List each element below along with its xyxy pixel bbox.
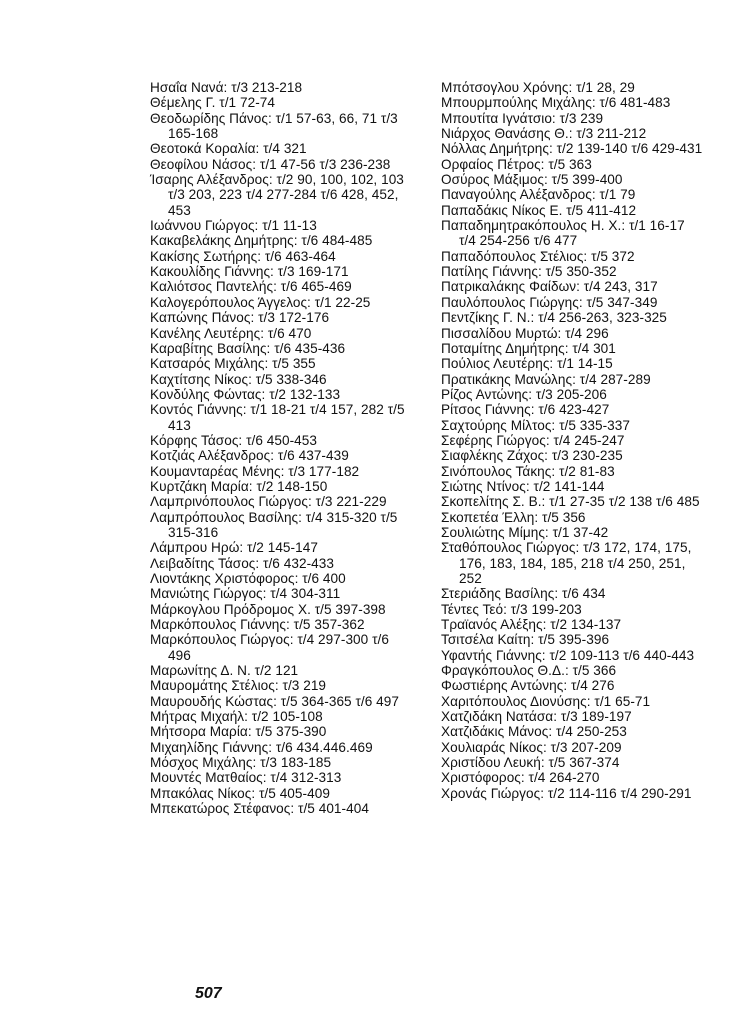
index-entry: Μάρκογλου Πρόδρομος Χ. τ/5 397-398 xyxy=(150,601,386,617)
index-entry: Πισσαλίδου Μυρτώ: τ/4 296 xyxy=(441,325,609,341)
index-entry: Ιωάννου Γιώργος: τ/1 11-13 xyxy=(150,218,317,234)
index-entry: Θέμελης Γ. τ/1 72-74 xyxy=(150,95,276,111)
index-entry: Παναγούλης Αλέξανδρος: τ/1 79 xyxy=(441,187,636,203)
index-entry: Μπουτίτα Ιγνάτσιο: τ/3 239 xyxy=(441,110,604,126)
index-entry: Ορφαίος Πέτρος: τ/5 363 xyxy=(441,156,592,172)
index-entry: Στεριάδης Βασίλης: τ/6 434 xyxy=(441,586,606,602)
page-number: 507 xyxy=(195,985,222,1002)
index-entry: Κακουλίδης Γιάννης: τ/3 169-171 xyxy=(150,264,349,280)
index-entry: Τέντες Τεό: τ/3 199-203 xyxy=(441,601,582,617)
index-entry: Λιοντάκης Χριστόφορος: τ/6 400 xyxy=(150,571,346,586)
index-entry: Μαρκόπουλος Γιώργος: τ/4 297-300 τ/6 496 xyxy=(150,632,389,663)
index-entry: Καραβίτης Βασίλης: τ/6 435-436 xyxy=(150,340,346,356)
index-entry: Ποταμίτης Δημήτρης: τ/4 301 xyxy=(441,340,616,356)
index-entry: Σταθόπουλος Γιώργος: τ/3 172, 174, 175, 176, 183, 184, 185, 218 τ/4 250, 251, 252 xyxy=(441,540,692,586)
index-entry: Φραγκόπουλος Θ.Δ.: τ/5 366 xyxy=(441,663,617,679)
index-entry: Μιχαηλίδης Γιάννης: τ/6 434.446.469 xyxy=(150,739,373,755)
index-entry: Χουλιαράς Νίκος: τ/3 207-209 xyxy=(441,739,622,755)
index-entry: Μπουρμπούλης Μιχάλης: τ/6 481-483 xyxy=(441,95,671,111)
index-entry: Σκοπετέα Έλλη: τ/5 356 xyxy=(441,509,586,525)
index-entry: Μαρωνίτης Δ. Ν. τ/2 121 xyxy=(150,663,299,679)
index-entry: Φωστιέρης Αντώνης: τ/4 276 xyxy=(441,678,615,694)
index-entry: Νόλλας Δημήτρης: τ/2 139-140 τ/6 429-431 xyxy=(441,141,703,157)
index-entry: Χρονάς Γιώργος: τ/2 114-116 τ/4 290-291 xyxy=(441,785,692,801)
index-entry: Πεντζίκης Γ. Ν.: τ/4 256-263, 323-325 xyxy=(441,310,667,326)
index-entry: Κανέλης Λευτέρης: τ/6 470 xyxy=(150,325,312,341)
index-entry: Χαριτόπουλος Διονύσης: τ/1 65-71 xyxy=(441,693,651,709)
index-entry: Οσύρος Μάξιμος: τ/5 399-400 xyxy=(441,172,623,188)
index-entry: Πατίλης Γιάννης: τ/5 350-352 xyxy=(441,264,617,280)
index-entry: Ρίζος Αντώνης: τ/3 205-206 xyxy=(441,386,607,402)
index-entry: Ησαΐα Νανά: τ/3 213-218 xyxy=(150,80,303,95)
index-entry: Μανιώτης Γιώργος: τ/4 304-311 xyxy=(150,586,341,602)
index-entry: Νιάρχος Θανάσης Θ.: τ/3 211-212 xyxy=(441,126,647,142)
index-entry: Κουμανταρέας Μένης: τ/3 177-182 xyxy=(150,463,360,479)
index-entry: Λάμπρου Ηρώ: τ/2 145-147 xyxy=(150,540,318,556)
index-entry: Σεφέρης Γιώργος: τ/4 245-247 xyxy=(441,432,625,448)
index-entry: Καλογερόπουλος Άγγελος: τ/1 22-25 xyxy=(150,294,371,310)
index-entry: Κόρφης Τάσος: τ/6 450-453 xyxy=(150,432,317,448)
index-entry: Λαμπρόπουλος Βασίλης: τ/4 315-320 τ/5 315-316 xyxy=(150,509,398,540)
index-entry: Μπακόλας Νίκος: τ/5 405-409 xyxy=(150,785,330,801)
index-entry: Λειβαδίτης Τάσος: τ/6 432-433 xyxy=(150,555,334,571)
index-entry: Χριστίδου Λευκή: τ/5 367-374 xyxy=(441,755,620,771)
index-entry: Σκοπελίτης Σ. Β.: τ/1 27-35 τ/2 138 τ/6 485 xyxy=(441,494,700,510)
index-entry: Μήτσορα Μαρία: τ/5 375-390 xyxy=(150,724,327,740)
index-entry: Σουλιώτης Μίμης: τ/1 37-42 xyxy=(441,524,609,540)
index-entry: Σιώτης Ντίνος: τ/2 141-144 xyxy=(441,478,605,494)
index-column-left xyxy=(150,80,412,817)
index-entry: Μπεκατώρος Στέφανος: τ/5 401-404 xyxy=(150,801,369,817)
index-entry: Σινόπουλος Τάκης: τ/2 81-83 xyxy=(441,463,615,479)
index-entry: Τραϊανός Αλέξης: τ/2 134-137 xyxy=(441,617,622,633)
index-entry: Παπαδάκις Νίκος Ε. τ/5 411-412 xyxy=(441,202,637,218)
index-entry: Θεοδωρίδης Πάνος: τ/1 57-63, 66, 71 τ/3 165-168 xyxy=(150,110,398,142)
index-entry: Λαμπρινόπουλος Γιώργος: τ/3 221-229 xyxy=(150,494,387,510)
index-entry: Παπαδόπουλος Στέλιος: τ/5 372 xyxy=(441,248,635,264)
index-entry: Καχτίτσης Νίκος: τ/5 338-346 xyxy=(150,371,327,387)
index-entry: Σαχτούρης Μίλτος: τ/5 335-337 xyxy=(441,417,630,433)
index-entry: Παυλόπουλος Γιώργης: τ/5 347-349 xyxy=(441,294,658,310)
index-entry: Χατζιδάκη Νατάσα: τ/3 189-197 xyxy=(441,709,632,725)
index-entry: Κυρτζάκη Μαρία: τ/2 148-150 xyxy=(150,478,328,494)
index-entry: Μπότσογλου Χρόνης: τ/1 28, 29 xyxy=(441,80,635,95)
index-entry: Μουντές Ματθαίος: τ/4 312-313 xyxy=(150,770,342,786)
index-entry: Πατρικαλάκης Φαίδων: τ/4 243, 317 xyxy=(441,279,658,295)
index-entry: Κατσαρός Μιχάλης: τ/5 355 xyxy=(150,356,316,372)
index-entry: Παπαδημητρακόπουλος Η. Χ.: τ/1 16-17 τ/4 254-256 τ/6 477 xyxy=(441,218,685,249)
index-entry: Μαρκόπουλος Γιάννης: τ/5 357-362 xyxy=(150,617,365,633)
index-entry: Μήτρας Μιχαήλ: τ/2 105-108 xyxy=(150,709,323,725)
index-entry: Ρίτσος Γιάννης: τ/6 423-427 xyxy=(441,402,610,418)
index-entry: Κοντός Γιάννης: τ/1 18-21 τ/4 157, 282 τ/5 413 xyxy=(150,402,405,433)
index-entry: Καπώνης Πάνος: τ/3 172-176 xyxy=(150,310,330,326)
index-entry: Κακαβελάκης Δημήτρης: τ/6 484-485 xyxy=(150,233,373,249)
index-entry: Θεοτοκά Κοραλία: τ/4 321 xyxy=(150,141,307,157)
index-entry: Κακίσης Σωτήρης: τ/6 463-464 xyxy=(150,248,336,264)
index-column-right xyxy=(441,80,703,801)
index-entry: Κονδύλης Φώντας: τ/2 132-133 xyxy=(150,386,341,402)
index-entry: Σιαφλέκης Ζάχος: τ/3 230-235 xyxy=(441,448,623,464)
index-entry: Τσιτσέλα Καίτη: τ/5 395-396 xyxy=(441,632,610,648)
index-entry: Θεοφίλου Νάσος: τ/1 47-56 τ/3 236-238 xyxy=(150,156,391,172)
index-entry: Πρατικάκης Μανώλης: τ/4 287-289 xyxy=(441,371,651,387)
index-entry: Ίσαρης Αλέξανδρος: τ/2 90, 100, 102, 103 τ/3 203, 223 τ/4 277-284 τ/6 428, 452, 453 xyxy=(150,172,404,218)
index-entry: Χριστόφορος: τ/4 264-270 xyxy=(441,770,600,786)
index-entry: Μαυρομάτης Στέλιος: τ/3 219 xyxy=(150,678,327,694)
index-entry: Πούλιος Λευτέρης: τ/1 14-15 xyxy=(441,356,613,372)
index-entry: Κοτζιάς Αλέξανδρος: τ/6 437-439 xyxy=(150,448,349,464)
index-entry: Χατζιδάκις Μάνος: τ/4 250-253 xyxy=(441,724,627,740)
index-entry: Υφαντής Γιάννης: τ/2 109-113 τ/6 440-443 xyxy=(441,647,695,663)
index-entry: Μόσχος Μιχάλης: τ/3 183-185 xyxy=(150,755,332,771)
index-entry: Μαυρουδής Κώστας: τ/5 364-365 τ/6 497 xyxy=(150,693,400,709)
index-entry: Καλιότσος Παντελής: τ/6 465-469 xyxy=(150,279,352,295)
